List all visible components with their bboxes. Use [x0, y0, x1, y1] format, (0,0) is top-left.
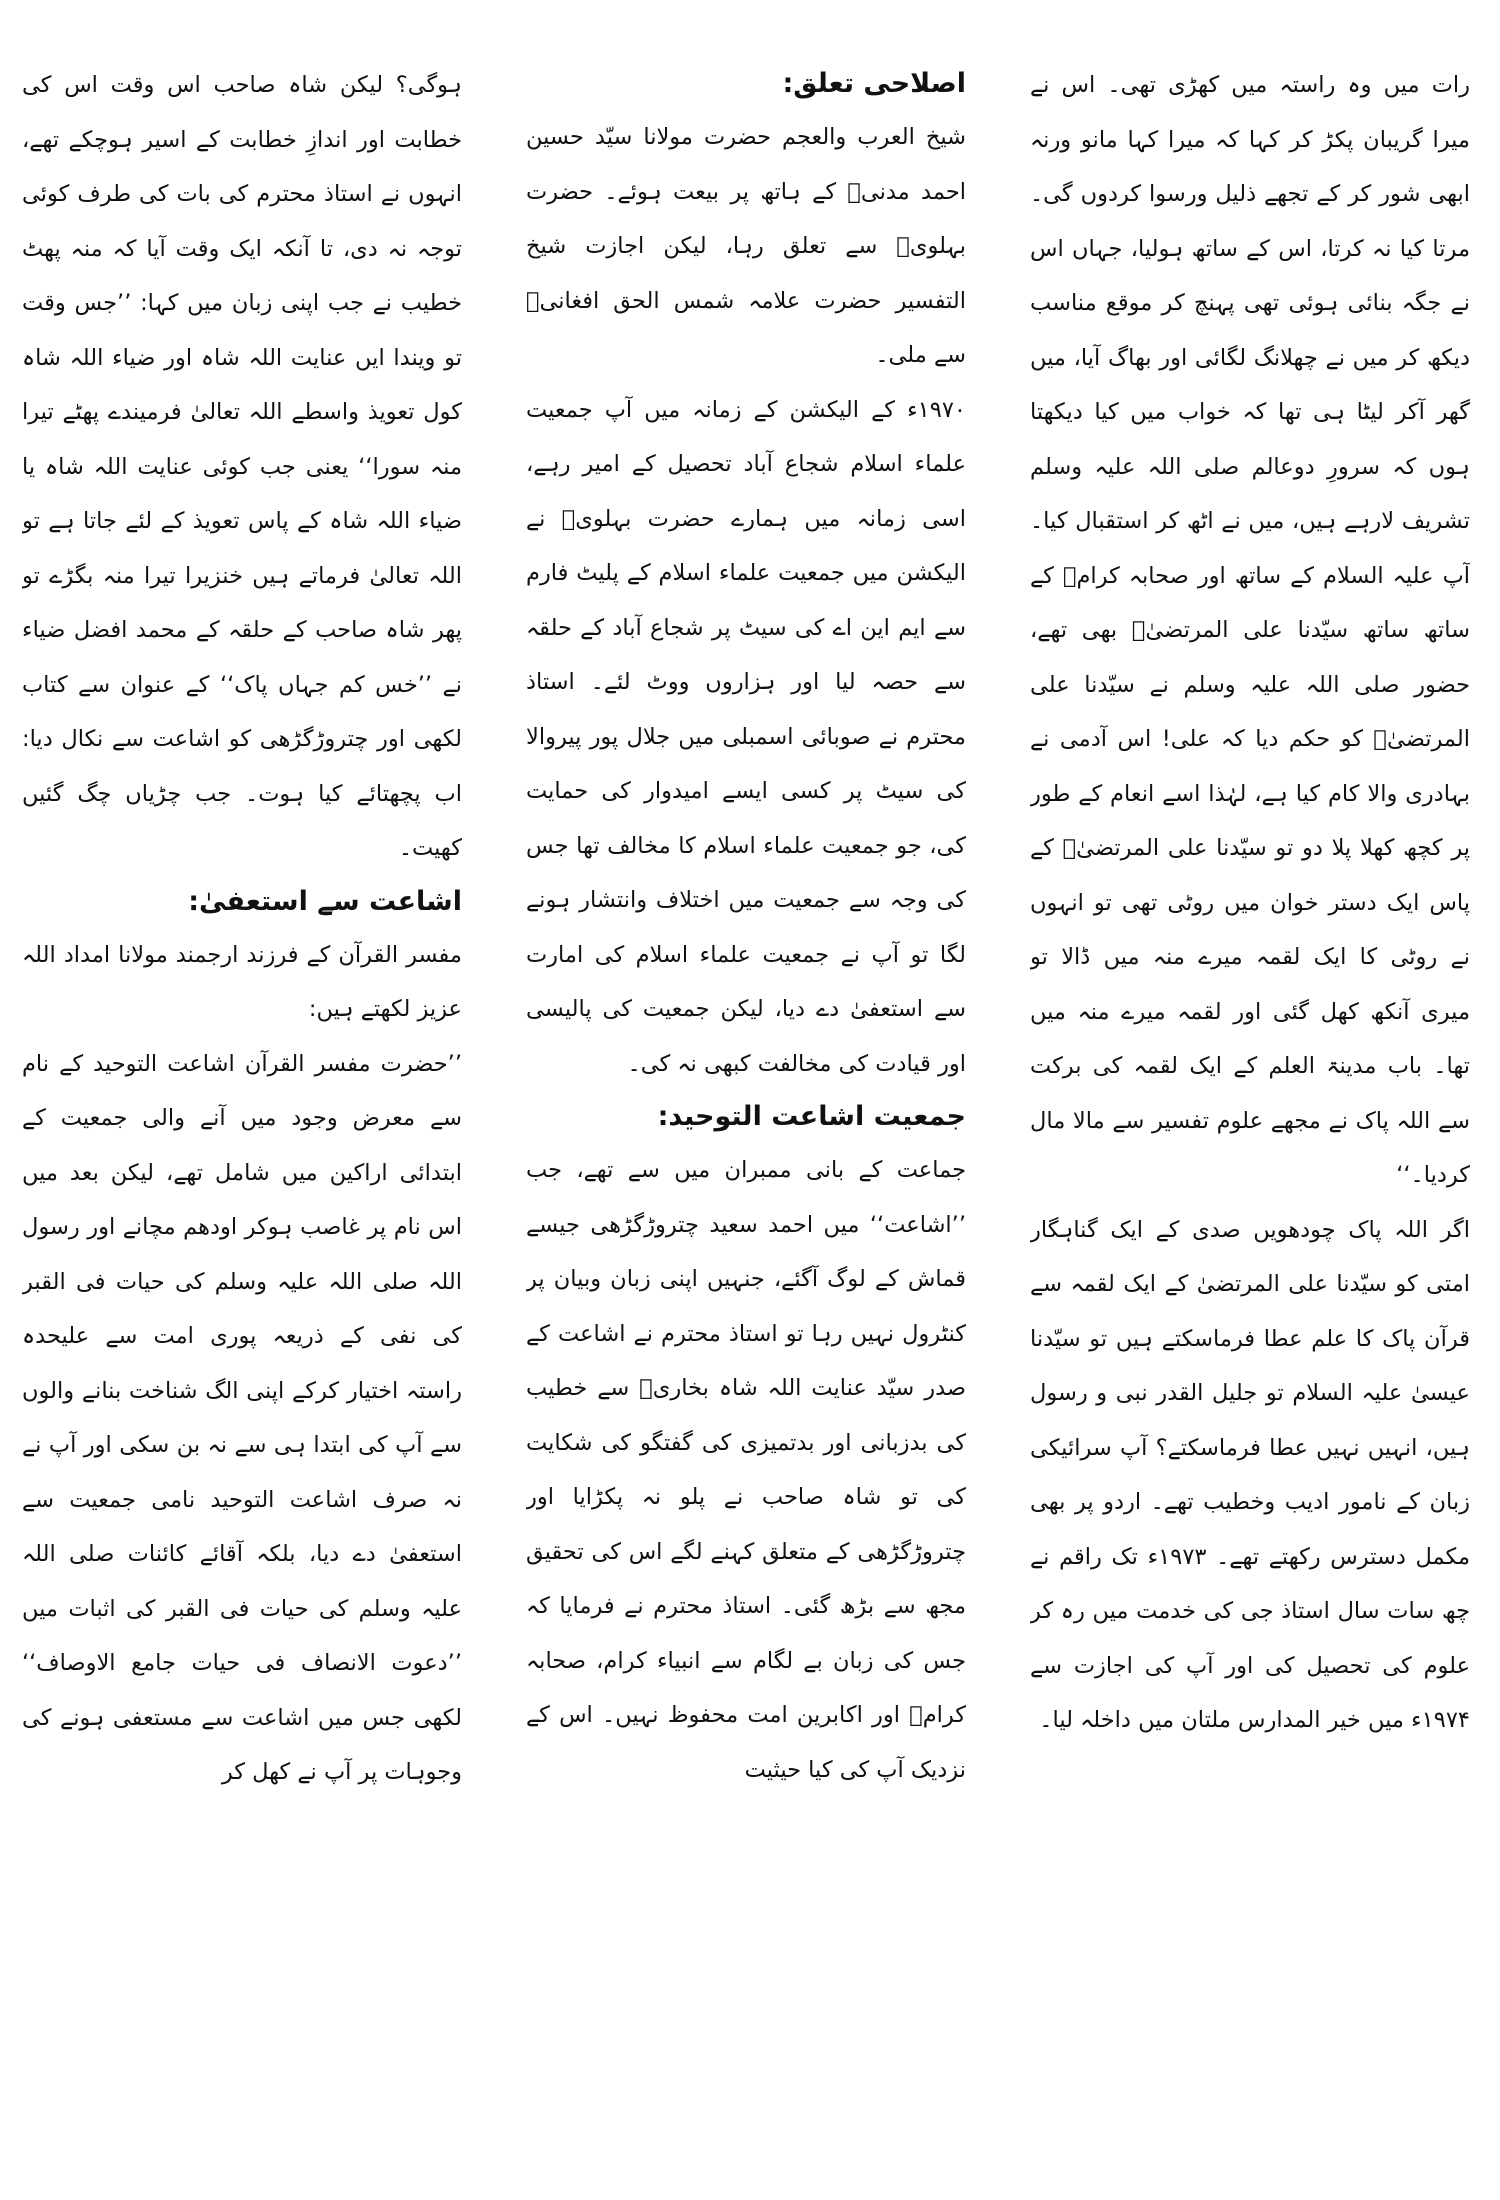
column-right: [1030, 58, 1470, 2178]
paragraph: ’’حضرت مفسر القرآن اشاعت التوحید کے نام سے معرض وجود میں آنے والی جمعیت کے ابتدائی اراکین میں شامل تھے، لیکن بعد میں اس نام پر غاصب ہوکر اودھم مچانے اور رسول اللہ صلی اللہ علیہ وسلم کی حیات فی القبر کی نفی کے ذریعہ پوری امت سے علیحدہ راستہ اختیار کرکے اپنی الگ شناخت بنانے والوں سے آپ کی ابتدا ہی سے نہ بن سکی اور آپ نے نہ صرف اشاعت التوحید نامی جمعیت سے استعفیٰ دے دیا، بلکہ آقائے کائنات صلی اللہ علیہ وسلم کی حیات فی القبر کی اثبات میں ’’دعوت الانصاف فی حیات جامع الاوصاف‘‘ لکھی جس میں اشاعت سے مستعفی ہونے کی وجوہات پر آپ نے کھل کر: [22, 1050, 462, 1785]
paragraph: جماعت کے بانی ممبران میں سے تھے، جب ’’اشاعت‘‘ میں احمد سعید چتروڑگڑھی جیسے قماش کے لوگ آگئے، جنہیں اپنی زبان وبیان پر کنٹرول نہیں رہا تو استاذ محترم نے اشاعت کے صدر سیّد عنایت اللہ شاہ بخاریؒ سے خطیب کی بدزبانی اور بدتمیزی کی گفتگو کی شکایت کی تو شاہ صاحب نے پلو نہ پکڑایا اور چتروڑگڑھی کے متعلق کہنے لگے اس کی تحقیق مجھ سے بڑھ گئی۔ استاذ محترم نے فرمایا کہ جس کی زبان بے لگام سے انبیاء کرام، صحابہ کرامؓ اور اکابرین امت محفوظ نہیں۔ اس کے نزدیک آپ کی کیا حیثیت: [526, 1157, 966, 1783]
section-heading: جمعیت اشاعت التوحید:: [657, 1101, 966, 1132]
section-heading: اصلاحی تعلق:: [782, 68, 966, 99]
paragraph: اگر اللہ پاک چودھویں صدی کے ایک گناہگار امتی کو سیّدنا علی المرتضیٰ کے ایک لقمہ سے قرآن پاک کا علم عطا فرماسکتے ہیں تو سیّدنا عیسیٰ علیہ السلام تو جلیل القدر نبی و رسول ہیں، انہیں نہیں عطا فرماسکتے؟ آپ سرائیکی زبان کے نامور ادیب وخطیب تھے۔ اردو پر بھی مکمل دسترس رکھتے تھے۔ ۱۹۷۳ء تک راقم نے چھ سات سال استاذ جی کی خدمت میں رہ کر علوم کی تحصیل کی اور آپ کی اجازت سے ۱۹۷۴ء میں خیر المدارس ملتان میں داخلہ لیا۔: [1030, 1216, 1470, 1733]
paragraph: رات میں وہ راستہ میں کھڑی تھی۔ اس نے میرا گریبان پکڑ کر کہا کہ میرا کہا مانو ورنہ ابھی شور کر کے تجھے ذلیل ورسوا کردوں گی۔ مرتا کیا نہ کرتا، اس کے ساتھ ہولیا، جہاں اس نے جگہ بنائی ہوئی تھی پہنچ کر موقع مناسب دیکھ کر میں نے چھلانگ لگائی اور بھاگ آیا، میں گھر آکر لیٹا ہی تھا کہ خواب میں کیا دیکھتا ہوں کہ سرورِ دوعالم صلی اللہ علیہ وسلم تشریف لارہے ہیں، میں نے اٹھ کر استقبال کیا۔ آپ علیہ السلام کے ساتھ اور صحابہ کرامؓ کے ساتھ ساتھ سیّدنا علی المرتضیٰؓ بھی تھے، حضور صلی اللہ علیہ وسلم نے سیّدنا علی المرتضیٰؓ کو حکم دیا کہ علی! اس آدمی نے بہادری والا کام کیا ہے، لہٰذا اسے انعام کے طور پر کچھ کھلا پلا دو تو سیّدنا علی المرتضیٰؓ کے پاس ایک دستر خوان میں روٹی تھی تو انہوں نے روٹی کا ایک لقمہ میرے منہ میں ڈالا تو میری آنکھ کھل گئی اور لقمہ میرے منہ میں تھا۔ باب مدینۃ العلم کے ایک لقمہ کی برکت سے اللہ پاک نے مجھے علوم تفسیر سے مالا مال کردیا۔‘‘: [1030, 72, 1470, 1188]
column-middle: [526, 58, 966, 2178]
paragraph: ۱۹۷۰ء کے الیکشن کے زمانہ میں آپ جمعیت علماء اسلام شجاع آباد تحصیل کے امیر رہے، اسی زمانہ میں ہمارے حضرت بہلویؒ نے الیکشن میں جمعیت علماء اسلام کے پلیٹ فارم سے ایم این اے کی سیٹ پر شجاع آباد کے حلقہ سے حصہ لیا اور ہزاروں ووٹ لئے۔ استاذ محترم نے صوبائی اسمبلی میں جلال پور پیروالا کی سیٹ پر کسی ایسے امیدوار کی حمایت کی، جو جمعیت علماء اسلام کا مخالف تھا جس کی وجہ سے جمعیت میں اختلاف وانتشار ہونے لگا تو آپ نے جمعیت علماء اسلام کی امارت سے استعفیٰ دے دیا، لیکن جمعیت کی پالیسی اور قیادت کی مخالفت کبھی نہ کی۔: [526, 396, 966, 1077]
paragraph: ہوگی؟ لیکن شاہ صاحب اس وقت اس کی خطابت اور اندازِ خطابت کے اسیر ہوچکے تھے، انہوں نے استاذ محترم کی بات کی طرف کوئی توجہ نہ دی، تا آنکہ ایک وقت آیا کہ منہ پھٹ خطیب نے جب اپنی زبان میں کہا: ’’جس وقت تو ویندا ایں عنایت اللہ شاہ اور ضیاء اللہ شاہ کول تعویذ واسطے اللہ تعالیٰ فرمیندے پھٹے تیرا منہ سورا‘‘ یعنی جب کوئی عنایت اللہ شاہ یا ضیاء اللہ شاہ کے پاس تعویذ کے لئے جاتا ہے تو اللہ تعالیٰ فرماتے ہیں خنزیرا تیرا منہ بگڑے تو پھر شاہ صاحب کے حلقہ کے محمد افضل ضیاء نے ’’خس کم جہاں پاک‘‘ کے عنوان سے کتاب لکھی اور چتروڑگڑھی کو اشاعت سے نکال دیا: اب پچھتائے کیا ہوت۔ جب چڑیاں چگ گئیں کھیت۔: [22, 72, 462, 861]
paragraph: مفسر القرآن کے فرزند ارجمند مولانا امداد اللہ عزیز لکھتے ہیں:: [22, 941, 462, 1022]
paragraph: شیخ العرب والعجم حضرت مولانا سیّد حسین احمد مدنیؒ کے ہاتھ پر بیعت ہوئے۔ حضرت بہلویؒ سے تعلق رہا، لیکن اجازت شیخ التفسیر حضرت علامہ شمس الحق افغانیؒ سے ملی۔: [526, 124, 966, 368]
column-left: [22, 58, 462, 2178]
section-heading: اشاعت سے استعفیٰ:: [188, 885, 462, 917]
